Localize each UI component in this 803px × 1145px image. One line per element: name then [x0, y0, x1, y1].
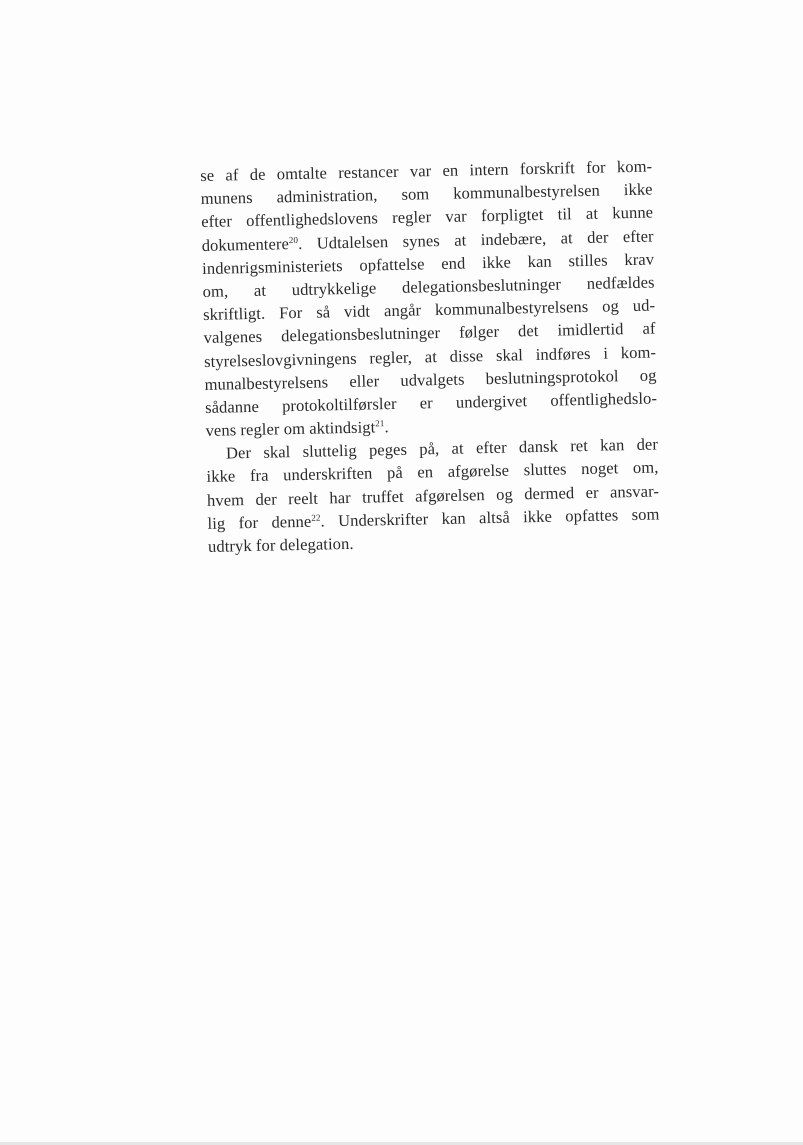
text-line: indenrigsministeriets opfattelse end ikke kan stilles krav: [201, 249, 655, 278]
text-line: munalbestyrelsens eller udvalgets beslutningsprotokol og: [204, 365, 657, 394]
text-line: efter offentlighedslovens regler var forpligtet til at kunne: [201, 202, 654, 232]
footnote-ref-20[interactable]: 20: [288, 234, 299, 245]
text-line: lig for denne$^{22}$. Underskrifter kan altså ikke opfattes som: [207, 504, 660, 533]
text-line: styrelseslovgivningens regler, at disse skal indføres i kom-: [203, 341, 657, 371]
paragraph-1: [200, 155, 658, 443]
text-line: dokumentere$^{20}$. Udtalelsen synes at indebære, at der efter: [201, 226, 654, 255]
text-line: valgenes delegationsbeslutninger følger det imidlertid af: [203, 318, 656, 348]
text-line: hvem der reelt har truffet afgørelsen og dermed er ansvar-: [206, 481, 660, 510]
text-line: udtryk for delegation.: [207, 533, 354, 556]
text-line: ikke fra underskriften på en afgørelse sluttes noget om,: [206, 457, 659, 487]
footnote-ref-22[interactable]: 22: [311, 512, 321, 523]
text-line: vens regler om aktindsigt$^{21}$.: [205, 417, 389, 441]
text-line: Der skal sluttelig peges på, at efter dansk ret kan der: [225, 434, 659, 463]
text-line: om, at udtrykkelige delegationsbeslutninger nedfældes: [202, 272, 655, 301]
body-text: [200, 155, 660, 559]
text-line: se af de omtalte restancer var en intern forskrift for kom-: [200, 156, 653, 185]
text-line: sådanne protokoltilførsler er undergivet offentlighedslo-: [204, 388, 658, 417]
footnote-ref-21[interactable]: 21: [375, 418, 385, 429]
paragraph-2: [206, 433, 660, 558]
text-line: munens administration, som kommunalbestyrelsen ikke: [200, 179, 653, 209]
text-line: skriftligt. For så vidt angår kommunalbestyrelsens og ud-: [202, 295, 656, 325]
